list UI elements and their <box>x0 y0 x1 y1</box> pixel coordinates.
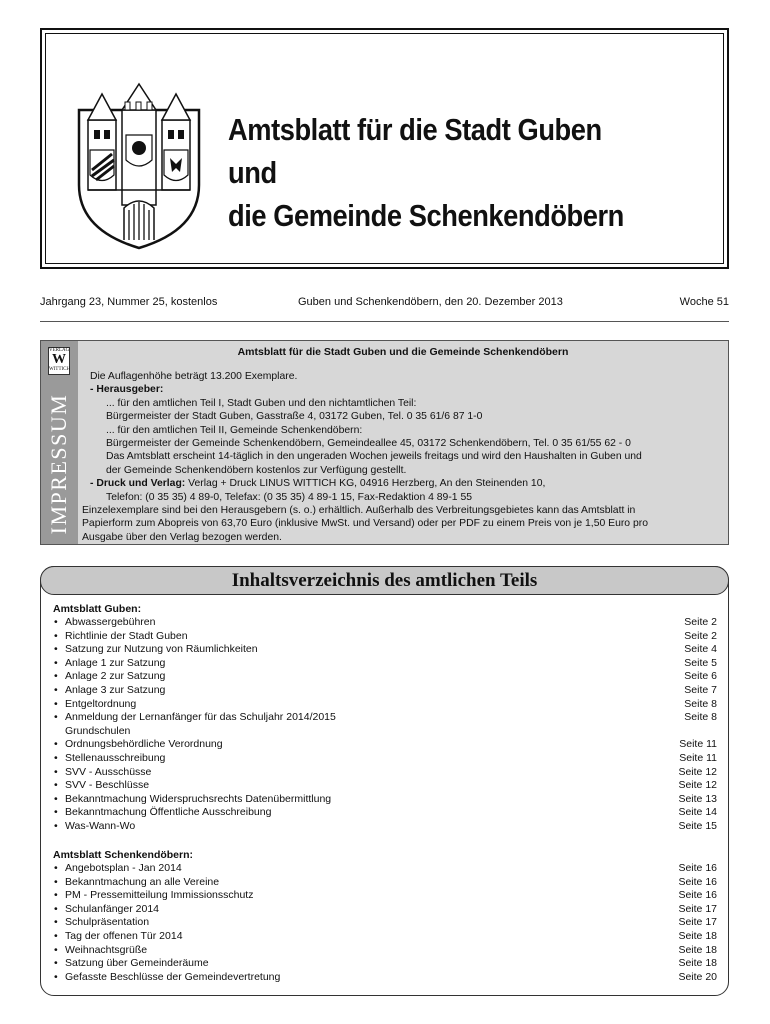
impressum-line <box>90 370 724 383</box>
bullet-icon: • <box>54 916 58 929</box>
toc-item-label: Angebotsplan - Jan 2014 <box>65 862 182 874</box>
bullet-icon: • <box>54 819 58 832</box>
toc-item <box>53 903 717 917</box>
toc-item-page: Seite 14 <box>678 806 717 819</box>
toc-item <box>53 616 717 630</box>
toc-item <box>53 944 717 958</box>
impressum-line-text: Papierform zum Abopreis von 63,70 Euro (inklusive MwSt. und Versand) oder per PDF zu einem Preis von je 1,50 Euro pro <box>82 518 648 530</box>
toc-item <box>53 711 717 738</box>
toc-item <box>53 698 717 712</box>
bullet-icon: • <box>54 889 58 902</box>
toc-item-page: Seite 8 <box>684 711 717 724</box>
bullet-icon: • <box>54 670 58 683</box>
impressum-line-text: Einzelexemplare sind bei den Herausgebern (s. o.) erhältlich. Außerhalb des Verbreitungsgebietes kann das Amtsblatt in <box>82 505 636 517</box>
toc-item-label: Bekanntmachung Öffentliche Ausschreibung <box>65 806 272 819</box>
impressum-line <box>90 424 724 437</box>
toc-item <box>53 930 717 944</box>
toc-item-page: Seite 16 <box>678 889 717 902</box>
toc-item-page: Seite 4 <box>684 643 717 656</box>
publication-title-line1: Amtsblatt für die Stadt Guben und <box>228 112 602 190</box>
toc-item-page: Seite 18 <box>678 943 717 956</box>
toc-item-label: Gefasste Beschlüsse der Gemeindevertretung <box>65 970 281 983</box>
impressum-line <box>82 517 724 530</box>
city-coat-of-arms-icon <box>74 80 204 250</box>
bullet-icon: • <box>54 711 58 724</box>
impressum-line-text: Das Amtsblatt erscheint 14-täglich in den ungeraden Wochen jeweils freitags und wird den Haushalten in Guben und <box>106 451 642 463</box>
toc-item-label: PM - Pressemitteilung Immissionsschutz <box>65 889 254 902</box>
impressum-line <box>90 477 724 490</box>
toc-item <box>53 670 717 684</box>
toc-item <box>53 643 717 657</box>
toc-item <box>53 752 717 766</box>
bullet-icon: • <box>54 738 58 751</box>
toc-item <box>53 820 717 834</box>
toc-list-schenkendoebern <box>53 862 717 984</box>
impressum-line <box>90 397 724 410</box>
toc-item-label: Ordnungsbehördliche Verordnung <box>65 738 223 751</box>
toc-item-label: Entgeltordnung <box>65 697 137 710</box>
publication-title-line2: die Gemeinde Schenkendöbern <box>228 198 624 233</box>
toc-item-label: Richtlinie der Stadt Guben <box>65 629 188 642</box>
toc-item <box>53 684 717 698</box>
toc-item-page: Seite 6 <box>684 670 717 683</box>
toc-item-label: Weihnachtsgrüße <box>65 943 148 956</box>
impressum-line <box>82 531 724 544</box>
toc-item <box>53 971 717 985</box>
bullet-icon: • <box>54 957 58 970</box>
toc-section-title-schenkendoebern: Amtsblatt Schenkendöbern: <box>53 849 194 861</box>
toc-item-label: Anlage 1 zur Satzung <box>65 656 166 669</box>
toc-section-title-guben: Amtsblatt Guben: <box>53 603 142 615</box>
impressum-vertical-label <box>44 394 74 534</box>
toc-item <box>53 957 717 971</box>
impressum-line <box>90 437 724 450</box>
impressum-line <box>82 504 724 517</box>
bullet-icon: • <box>54 792 58 805</box>
toc-item <box>53 876 717 890</box>
toc-item-page: Seite 17 <box>678 916 717 929</box>
toc-item-page: Seite 5 <box>684 656 717 669</box>
toc-item-page: Seite 16 <box>678 862 717 874</box>
toc-item <box>53 889 717 903</box>
toc-item-label: Abwassergebühren <box>65 616 156 628</box>
bullet-icon: • <box>54 970 58 983</box>
issue-volume: Jahrgang 23, Nummer 25, kostenlos <box>40 296 218 308</box>
impressum-sidebar <box>41 341 78 544</box>
bullet-icon: • <box>54 656 58 669</box>
toc-item-page: Seite 12 <box>678 779 717 792</box>
bullet-icon: • <box>54 643 58 656</box>
issue-week: Woche 51 <box>679 296 729 308</box>
toc-item-label: Tag der offenen Tür 2014 <box>65 929 183 942</box>
toc-item-label: SVV - Beschlüsse <box>65 779 150 792</box>
impressum-line-text: Bürgermeister der Gemeinde Schenkendöbern, Gemeindeallee 45, 03172 Schenkendöbern, Tel. 0 35 61/55 62 - 0 <box>106 438 631 450</box>
toc-item-label: Bekanntmachung an alle Vereine <box>65 875 220 888</box>
bullet-icon: • <box>54 875 58 888</box>
toc-item-label: Was-Wann-Wo <box>65 819 136 832</box>
impressum-line-text: Ausgabe über den Verlag bezogen werden. <box>82 531 282 543</box>
impressum-line-text: ... für den amtlichen Teil II, Gemeinde Schenkendöbern: <box>106 424 363 436</box>
toc-item-label: Satzung zur Nutzung von Räumlichkeiten <box>65 643 258 656</box>
toc-item-page: Seite 2 <box>684 629 717 642</box>
toc-item-page: Seite 15 <box>678 819 717 832</box>
toc-item <box>53 862 717 876</box>
toc-item-page: Seite 11 <box>679 738 717 751</box>
header-divider <box>40 321 729 322</box>
impressum-line-text: Die Auflagenhöhe beträgt 13.200 Exemplare. <box>90 371 298 382</box>
toc-list-guben <box>53 616 717 834</box>
impressum-body <box>82 370 724 544</box>
toc-item-label: Anlage 2 zur Satzung <box>65 670 166 683</box>
impressum-line-text: Bürgermeister der Stadt Guben, Gasstraße 4, 03172 Guben, Tel. 0 35 61/6 87 1-0 <box>106 411 483 423</box>
impressum-line-text: - Herausgeber: <box>90 384 164 396</box>
publisher-logo-bottom-text: WITTICH <box>49 367 71 372</box>
bullet-icon: • <box>54 806 58 819</box>
toc-item <box>53 630 717 644</box>
toc-item-page: Seite 8 <box>684 697 717 710</box>
bullet-icon: • <box>54 629 58 642</box>
bullet-icon: • <box>54 929 58 942</box>
bullet-icon: • <box>54 751 58 764</box>
toc-item-page: Seite 13 <box>678 792 717 805</box>
issue-place-date: Guben und Schenkendöbern, den 20. Dezember 2013 <box>298 296 563 308</box>
publisher-logo-icon <box>48 347 70 375</box>
impressum-line <box>90 450 724 463</box>
bullet-icon: • <box>54 862 58 874</box>
publisher-logo-top-text: VERLAG <box>49 348 70 353</box>
toc-item-page: Seite 17 <box>678 902 717 915</box>
toc-item-page: Seite 18 <box>678 929 717 942</box>
toc-item <box>53 793 717 807</box>
toc-item-page: Seite 16 <box>678 875 717 888</box>
toc-item-page: Seite 20 <box>678 970 717 983</box>
impressum-heading: Amtsblatt für die Stadt Guben und die Gemeinde Schenkendöbern <box>237 346 569 358</box>
impressum-vertical-text: IMPRESSUM <box>46 393 71 535</box>
masthead <box>40 28 729 269</box>
impressum-line-text: der Gemeinde Schenkendöbern kostenlos zur Verfügung gestellt. <box>106 464 407 476</box>
bullet-icon: • <box>54 779 58 792</box>
toc-item-label: Bekanntmachung Widerspruchsrechts Datenübermittlung <box>65 792 332 805</box>
bullet-icon: • <box>54 697 58 710</box>
impressum-line <box>90 383 724 396</box>
toc-item-label: SVV - Ausschüsse <box>65 765 152 778</box>
publication-title <box>228 108 650 237</box>
toc-item <box>53 779 717 793</box>
impressum-line-rest: Verlag + Druck LINUS WITTICH KG, 04916 Herzberg, An den Steinenden 10, <box>185 478 546 490</box>
toc-item-label: Satzung über Gemeinderäume <box>65 957 209 970</box>
impressum-line <box>90 410 724 423</box>
toc-item-label: Schulpräsentation <box>65 916 150 929</box>
impressum-line-text: ... für den amtlichen Teil I, Stadt Guben und den nichtamtlichen Teil: <box>106 397 417 409</box>
impressum-line-text: Telefon: (0 35 35) 4 89-0, Telefax: (0 35 35) 4 89-1 15, Fax-Redaktion 4 89-1 55 <box>106 491 473 503</box>
bullet-icon: • <box>54 765 58 778</box>
toc-item-page: Seite 7 <box>684 683 717 696</box>
bullet-icon: • <box>54 902 58 915</box>
impressum-box <box>40 340 729 545</box>
toc-item <box>53 738 717 752</box>
toc-item-page: Seite 18 <box>678 957 717 970</box>
toc-item <box>53 657 717 671</box>
toc-item <box>53 766 717 780</box>
toc-item <box>53 806 717 820</box>
toc-item-page: Seite 11 <box>679 751 717 764</box>
toc-item-label-continuation: Grundschulen <box>65 724 131 737</box>
toc-item-label: Schulanfänger 2014 <box>65 902 159 915</box>
toc-item-label: Anmeldung der Lernanfänger für das Schuljahr 2014/2015 <box>65 711 336 724</box>
bullet-icon: • <box>54 616 58 628</box>
impressum-line <box>90 464 724 477</box>
toc-item-label: Stellenausschreibung <box>65 751 166 764</box>
bullet-icon: • <box>54 683 58 696</box>
toc-heading: Inhaltsverzeichnis des amtlichen Teils <box>40 566 729 595</box>
toc-item-page: Seite 12 <box>678 765 717 778</box>
toc-item-page: Seite 2 <box>684 616 717 628</box>
impressum-line-text: - Druck und Verlag: <box>90 478 186 490</box>
table-of-contents <box>40 566 729 996</box>
impressum-line <box>90 491 724 504</box>
publisher-logo-letter: W <box>52 352 66 367</box>
toc-item <box>53 916 717 930</box>
toc-item-label: Anlage 3 zur Satzung <box>65 683 166 696</box>
bullet-icon: • <box>54 943 58 956</box>
